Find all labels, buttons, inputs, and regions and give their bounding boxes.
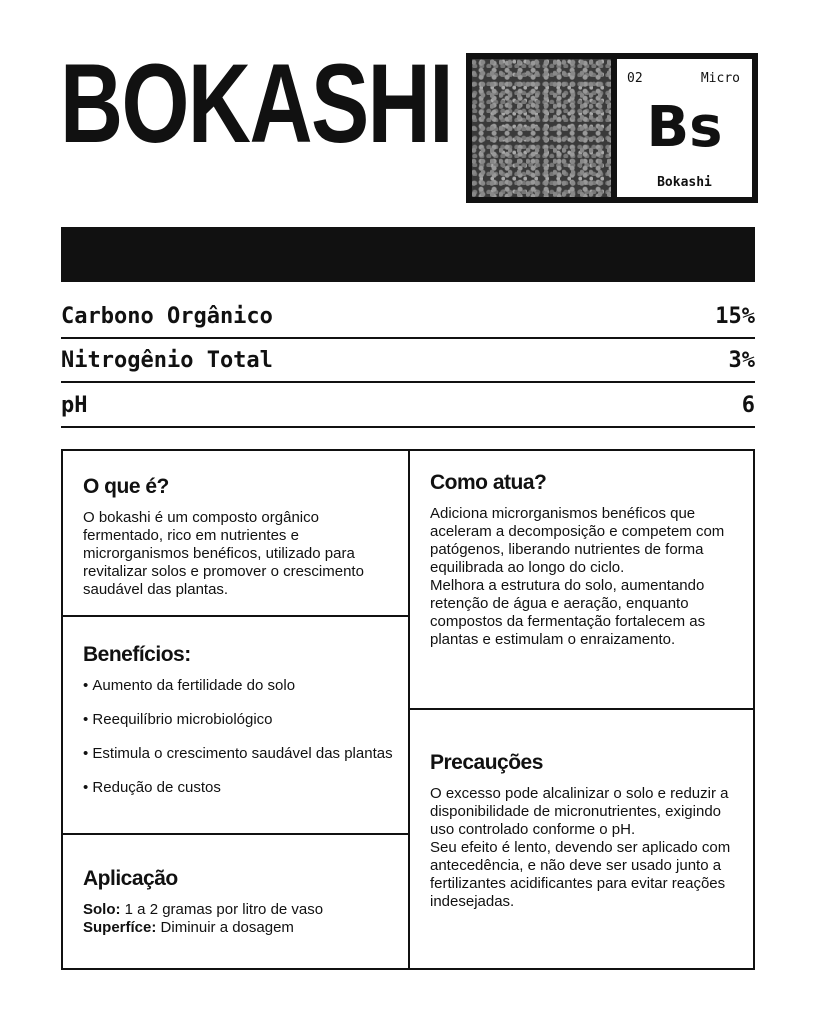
info-grid xyxy=(61,449,755,970)
nutrient-row xyxy=(61,384,755,428)
section-text: O excesso pode alcalinizar o solo e reduzir a disponibilidade de micronutrientes, exigindo uso controlado conforme o pH. xyxy=(430,785,729,838)
list-item: • Aumento da fertilidade do solo xyxy=(83,677,398,695)
section-heading: Como atua? xyxy=(430,471,547,494)
application-line xyxy=(83,901,398,919)
section-heading: Precauções xyxy=(430,751,543,774)
nutrient-value: 3% xyxy=(728,347,755,373)
application-label: Superfíce: xyxy=(83,919,157,936)
nutrient-label: Nitrogênio Total xyxy=(61,347,273,373)
element-cell xyxy=(617,59,752,197)
bokashi-texture-image xyxy=(472,59,611,197)
section-what xyxy=(83,475,398,599)
element-symbol: Bs xyxy=(646,95,723,160)
nutrient-label: pH xyxy=(61,392,88,418)
section-text: Seu efeito é lento, devendo ser aplicado com antecedência, e não deve ser usado junto a fertilizantes acidificantes para evitar reações indesejadas. xyxy=(430,839,731,910)
application-text: 1 a 2 gramas por litro de vaso xyxy=(124,901,324,918)
periodic-element-card xyxy=(466,53,758,203)
section-text: O bokashi é um composto orgânico fermentado, rico em nutrientes e microrganismos benéficos, utilizado para revitalizar solos e promover o crescimento saudável das plantas. xyxy=(83,509,364,598)
benefits-list xyxy=(83,677,398,797)
application-label: Solo: xyxy=(83,901,121,918)
section-how xyxy=(430,471,740,649)
element-category: Micro xyxy=(700,71,740,86)
section-heading: Aplicação xyxy=(83,867,178,890)
section-application xyxy=(83,867,398,937)
nutrient-value: 6 xyxy=(741,392,755,418)
section-text: Adiciona microrganismos benéficos que aceleram a decomposição e competem com patógenos, liberando nutrientes de forma equilibrada ao longo do ciclo. xyxy=(430,505,725,576)
grid-divider xyxy=(410,708,755,710)
grid-divider xyxy=(63,833,408,835)
section-precautions xyxy=(430,751,740,911)
header-bar xyxy=(61,227,755,282)
section-heading: Benefícios: xyxy=(83,643,191,666)
section-benefits xyxy=(83,643,398,813)
element-name: Bokashi xyxy=(657,175,712,190)
nutrient-label: Carbono Orgânico xyxy=(61,303,273,329)
list-item: • Redução de custos xyxy=(83,779,398,797)
grid-divider xyxy=(63,615,408,617)
element-number: 02 xyxy=(627,71,643,86)
section-heading: O que é? xyxy=(83,475,169,498)
list-item: • Estimula o crescimento saudável das plantas xyxy=(83,745,398,763)
nutrient-value: 15% xyxy=(715,303,755,329)
list-item: • Reequilíbrio microbiológico xyxy=(83,711,398,729)
nutrient-row xyxy=(61,339,755,383)
section-text: Melhora a estrutura do solo, aumentando retenção de água e aeração, enquanto compostos da fermentação fortalecem as plantas e estimulam o enraizamento. xyxy=(430,577,706,648)
application-line xyxy=(83,919,398,937)
application-text: Diminuir a dosagem xyxy=(160,919,294,936)
nutrient-row xyxy=(61,295,755,339)
page-title: BOKASHI xyxy=(60,41,452,166)
